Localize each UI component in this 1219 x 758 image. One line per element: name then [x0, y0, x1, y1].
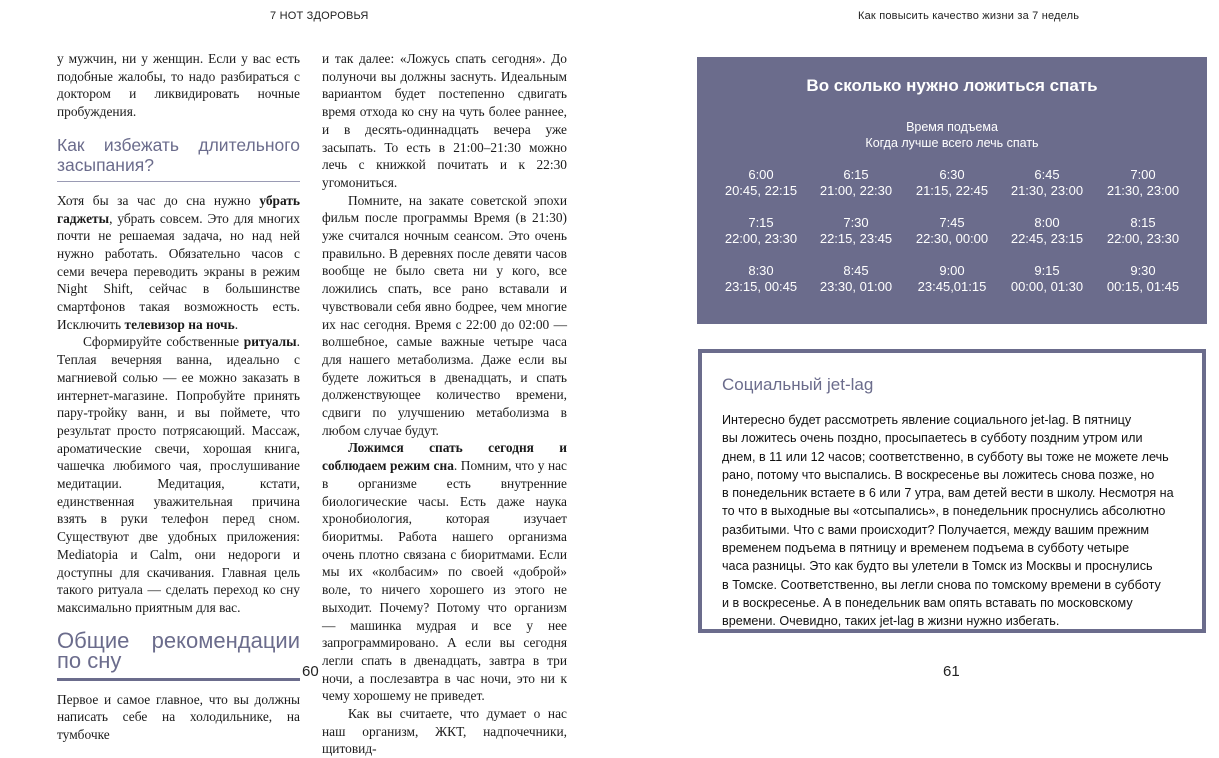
subtitle-wake: Время подъема: [906, 120, 998, 134]
paragraph: Хотя бы за час до сна нужно убрать гаджеты, убрать совсем. Это для многих почти не решаемая задача, но над ней нужно работать. Обязательно часов с семи вечера переводить экраны в режим Night Shift, сейчас в большинстве смартфонов такая возможность есть. Исключить телевизор на ночь.: [57, 192, 300, 332]
table-cell: 8:45 23:30, 01:00: [819, 263, 893, 294]
table-cell: 8:15 22:00, 23:30: [1106, 215, 1180, 246]
paragraph: Первое и самое главное, что вы должны написать себе на холодильнике, на тумбочке: [57, 691, 300, 743]
table-cell: 9:00 23:45,01:15: [917, 263, 987, 294]
table-cell: 9:15 00:00, 01:30: [1010, 263, 1084, 294]
sidebar-box: [698, 349, 1206, 633]
table-cell: 6:00 20:45, 22:15: [724, 167, 798, 198]
left-column-1: [57, 50, 300, 744]
paragraph: Как вы считаете, что думает о нас наш организм, ЖКТ, надпочечники, щитовид-: [322, 706, 567, 757]
table-cell: 6:15 21:00, 22:30: [819, 167, 893, 198]
page-number-right: 61: [943, 663, 960, 680]
paragraph: у мужчин, ни у женщин. Если у вас есть подобные жалобы, то надо разбираться с доктором и ликвидировать ночные пробуждения.: [57, 51, 300, 120]
left-column-2: [322, 50, 567, 758]
table-cell: 8:30 23:15, 00:45: [724, 263, 798, 294]
bold-text: Ложимся спать сегодня и соблюдаем режим сна: [322, 440, 567, 474]
table-cell: 7:00 21:30, 23:00: [1106, 167, 1180, 198]
bold-text: убрать гаджеты: [57, 192, 300, 226]
paragraph: и так далее: «Ложусь спать сегодня». До полуночи вы должны заснуть. Идеальным вариантом будет постепенно сдвигать время отхода ко сну на чуть более раннее, и в десять-одиннадцать вечера уже засыпать. То есть в 21:00–21:30 можно лечь с книжкой почитать и к 22:30 угомониться.: [322, 51, 567, 190]
paragraph: Сформируйте собственные ритуалы. Теплая вечерняя ванна, идеально с магниевой солью — ее можно заказать в интернет-магазине. Попробуйте принять пару-тройку ванн, и вы поймете, что результат просто потрясающий. Массаж, ароматические свечи, хорошая книга, чашечка любимого чая, прослушивание медитации. Медитация, кстати, единственная уважительная причина взять в руки телефон перед сном. Существуют две удобных приложения: Mediatopia и Calm, они недороги и доступны для скачивания. Главная цель такого ритуала — сделать переход ко сну максимально приятным для вас.: [57, 334, 300, 615]
paragraph: Помните, на закате советской эпохи фильм после программы Время (в 21:30) уже считался ночным сеансом. Это очень правильно. В деревнях после девяти часов вообще не было света ни у кого, все ложились спать, все рано вставали и чувствовали себя явно бодрее, чем многие их нас сегодня. Время с 22:00 до 02:00 — волшебное, самые важные четыре часа для нашего метаболизма. Даже если вы будете ложиться в двенадцать, и спать долженствующее количество времени, сдвиги по улучшению метаболизма в любом случае будут.: [322, 192, 567, 438]
sidebar-text: Интересно будет рассмотреть явление социального jet-lag. В пятницу вы ложитесь очень поздно, просыпаетесь в субботу поздним утром или днем, в 11 или 12 часов; соответственно, в субботу вы тоже не можете лечь рано, потому что выспались. В воскресенье вы ложитесь снова позже, но в понедельник встаете в 6 или 7 утра, вам детей вести в школу. Несмотря на то что в выходные вы «отсыпались», в понедельник проснулись абсолютно разбитыми. Что с вами происходит? Получается, между вашим прежним временем подъема в пятницу и временем подъема в субботу четыре часа разницы. Это как будто вы улетели в Томск из Москвы и проснулись в Томске. Соответственно, вы легли снова по томскому времени в субботу и в воскресенье. А в понедельник вам опять вставать по московскому времени. Очевидно, таких jet-lag в жизни нужно избегать.: [722, 413, 1174, 629]
section-heading-large: Общие рекомендации по сну: [57, 627, 300, 673]
heading-rule: [57, 678, 300, 681]
bold-text: ритуалы: [243, 334, 297, 350]
table-cell: 9:30 00:15, 01:45: [1106, 263, 1180, 294]
section-heading: Как избежать длительного засыпания?: [57, 134, 300, 175]
bold-text: телевизор на ночь: [124, 316, 235, 332]
table-cell: 7:45 22:30, 00:00: [915, 215, 989, 246]
running-head-left: 7 НОТ ЗДОРОВЬЯ: [270, 10, 369, 22]
sidebar-title: Социальный jet-lag: [722, 375, 874, 394]
table-cell: 6:30 21:15, 22:45: [915, 167, 989, 198]
heading-rule: [57, 181, 300, 182]
table-cell: 7:15 22:00, 23:30: [724, 215, 798, 246]
table-cell: 8:00 22:45, 23:15: [1010, 215, 1084, 246]
table-subtitle: [697, 119, 1207, 151]
table-cell: 6:45 21:30, 23:00: [1010, 167, 1084, 198]
table-title: Во сколько нужно ложиться спать: [806, 76, 1098, 95]
paragraph: Ложимся спать сегодня и соблюдаем режим сна. Помним, что у нас в организме есть внутренние биологические часы. Есть даже наука хронобиология, которая изучает биоритмы. Работа нашего организма очень плотно связана с биоритмами. Если мы их «колбасим» по своей «доброй» воле, то ничего хорошего из этого не выходит. Почему? Потому что организм — машинка мудрая и все у нее запрограммировано. А если вы сегодня легли спать в двенадцать, завтра в три ночи, а послезавтра в час ночи, это ни к чему хорошему не приведет.: [322, 440, 567, 704]
bedtime-table: [697, 57, 1207, 324]
table-cell: 7:30 22:15, 23:45: [819, 215, 893, 246]
page-number-left: 60: [302, 663, 319, 680]
running-head-right: Как повысить качество жизни за 7 недель: [858, 10, 1080, 22]
subtitle-sleep: Когда лучше всего лечь спать: [865, 136, 1039, 150]
